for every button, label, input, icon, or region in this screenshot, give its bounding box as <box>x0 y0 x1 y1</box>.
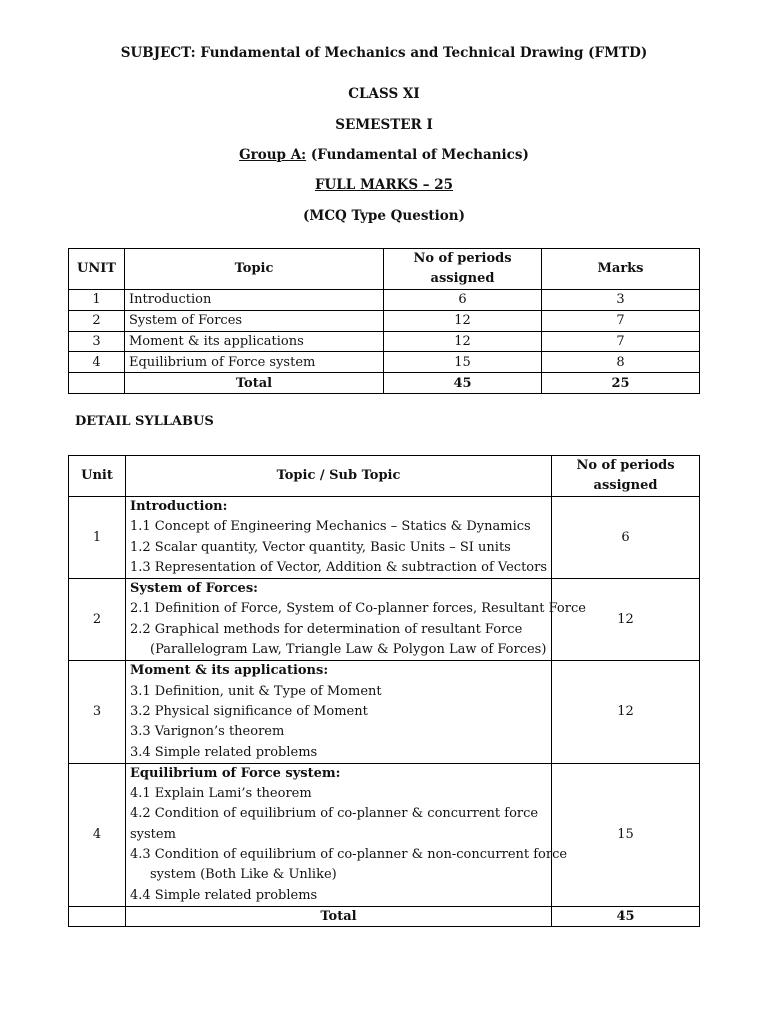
unit-cell: 1 <box>69 290 125 311</box>
full-marks: FULL MARKS – 25 <box>314 177 454 193</box>
topic-cell <box>126 497 552 579</box>
empty-cell <box>69 906 126 927</box>
class-line: CLASS XI <box>348 86 420 102</box>
subtopic-line: 2.1 Definition of Force, System of Co-planner forces, Resultant Force <box>130 601 586 617</box>
subtopic-line: system (Both Like & Unlike) <box>150 867 337 883</box>
subtopic-line: 2.2 Graphical methods for determination of resultant Force <box>130 621 523 637</box>
table-row <box>69 331 700 352</box>
total-label: Total <box>126 906 552 927</box>
periods-cell: 12 <box>384 310 542 331</box>
periods-cell: 6 <box>384 290 542 311</box>
unit-title: System of Forces: <box>130 581 258 597</box>
detail-syllabus-table <box>68 455 700 927</box>
subject-line <box>0 45 768 61</box>
column-header-topic: Topic <box>125 249 384 290</box>
subtopic-line: 4.2 Condition of equilibrium of co-planner & concurrent force <box>130 806 539 822</box>
topic-cell: System of Forces <box>125 310 384 331</box>
periods-cell: 6 <box>552 497 700 579</box>
total-periods: 45 <box>384 373 542 394</box>
subtopic-line: 1.3 Representation of Vector, Addition & subtraction of Vectors <box>130 559 548 575</box>
subtopic-line: 1.1 Concept of Engineering Mechanics – Statics & Dynamics <box>130 519 531 535</box>
table-row <box>69 579 700 661</box>
unit-title: Moment & its applications: <box>130 663 329 679</box>
unit-cell: 1 <box>69 497 126 579</box>
subtopic-line: 3.4 Simple related problems <box>130 744 318 760</box>
column-header-marks: Marks <box>542 249 700 290</box>
table-header-row <box>69 249 700 290</box>
question-type-line: (MCQ Type Question) <box>302 208 465 224</box>
periods-cell: 15 <box>552 763 700 906</box>
subtopic-line: 4.1 Explain Lami’s theorem <box>130 786 312 802</box>
subtopic-line: system <box>130 826 176 842</box>
column-header-unit: UNIT <box>69 249 125 290</box>
table-row <box>69 352 700 373</box>
marks-summary-table <box>68 248 700 394</box>
subtopic-line: (Parallelogram Law, Triangle Law & Polygon Law of Forces) <box>150 642 547 658</box>
table-row <box>69 310 700 331</box>
subtopic-line: 3.1 Definition, unit & Type of Moment <box>130 683 382 699</box>
unit-cell: 4 <box>69 763 126 906</box>
topic-cell: Introduction <box>125 290 384 311</box>
table-row <box>69 661 700 763</box>
periods-cell: 12 <box>552 579 700 661</box>
subtopic-line: 4.4 Simple related problems <box>130 887 318 903</box>
column-header-periods: No of periods assigned <box>552 456 700 497</box>
semester-line: SEMESTER I <box>335 117 433 133</box>
topic-cell <box>126 661 552 763</box>
full-marks-line <box>0 177 768 193</box>
group-text: (Fundamental of Mechanics) <box>310 147 529 163</box>
unit-cell: 2 <box>69 579 126 661</box>
topic-cell <box>126 579 586 661</box>
periods-cell: 12 <box>552 661 700 763</box>
total-marks: 25 <box>542 373 700 394</box>
periods-cell: 15 <box>384 352 542 373</box>
unit-title: Introduction: <box>130 499 228 514</box>
unit-cell: 4 <box>69 352 125 373</box>
subtopic-line: 3.3 Varignon’s theorem <box>130 724 285 740</box>
total-periods: 45 <box>552 906 700 927</box>
subtopic-line: 3.2 Physical significance of Moment <box>130 703 368 719</box>
table-row <box>69 497 700 579</box>
topic-cell: Moment & its applications <box>125 331 384 352</box>
group-label: Group A: <box>239 147 307 163</box>
subject-label: SUBJECT: <box>120 45 196 61</box>
unit-title: Equilibrium of Force system: <box>130 765 341 781</box>
marks-cell: 3 <box>542 290 700 311</box>
table-row <box>69 763 700 906</box>
column-header-periods: No of periods assigned <box>384 249 542 290</box>
table-header-row <box>69 456 700 497</box>
unit-cell: 2 <box>69 310 125 331</box>
total-label: Total <box>125 373 384 394</box>
detail-syllabus-heading: DETAIL SYLLABUS <box>75 414 214 429</box>
column-header-topic: Topic / Sub Topic <box>126 456 552 497</box>
marks-cell: 8 <box>542 352 700 373</box>
subtopic-line: 1.2 Scalar quantity, Vector quantity, Basic Units – SI units <box>130 539 511 555</box>
topic-cell: Equilibrium of Force system <box>125 352 384 373</box>
group-line <box>0 147 768 163</box>
table-row <box>69 290 700 311</box>
marks-cell: 7 <box>542 331 700 352</box>
unit-cell: 3 <box>69 331 125 352</box>
empty-cell <box>69 373 125 394</box>
marks-cell: 7 <box>542 310 700 331</box>
topic-cell <box>126 763 568 906</box>
subject-text: Fundamental of Mechanics and Technical Drawing (FMTD) <box>200 45 648 61</box>
total-row <box>69 906 700 927</box>
total-row <box>69 373 700 394</box>
periods-cell: 12 <box>384 331 542 352</box>
column-header-unit: Unit <box>69 456 126 497</box>
unit-cell: 3 <box>69 661 126 763</box>
subtopic-line: 4.3 Condition of equilibrium of co-planner & non-concurrent force <box>130 847 568 863</box>
